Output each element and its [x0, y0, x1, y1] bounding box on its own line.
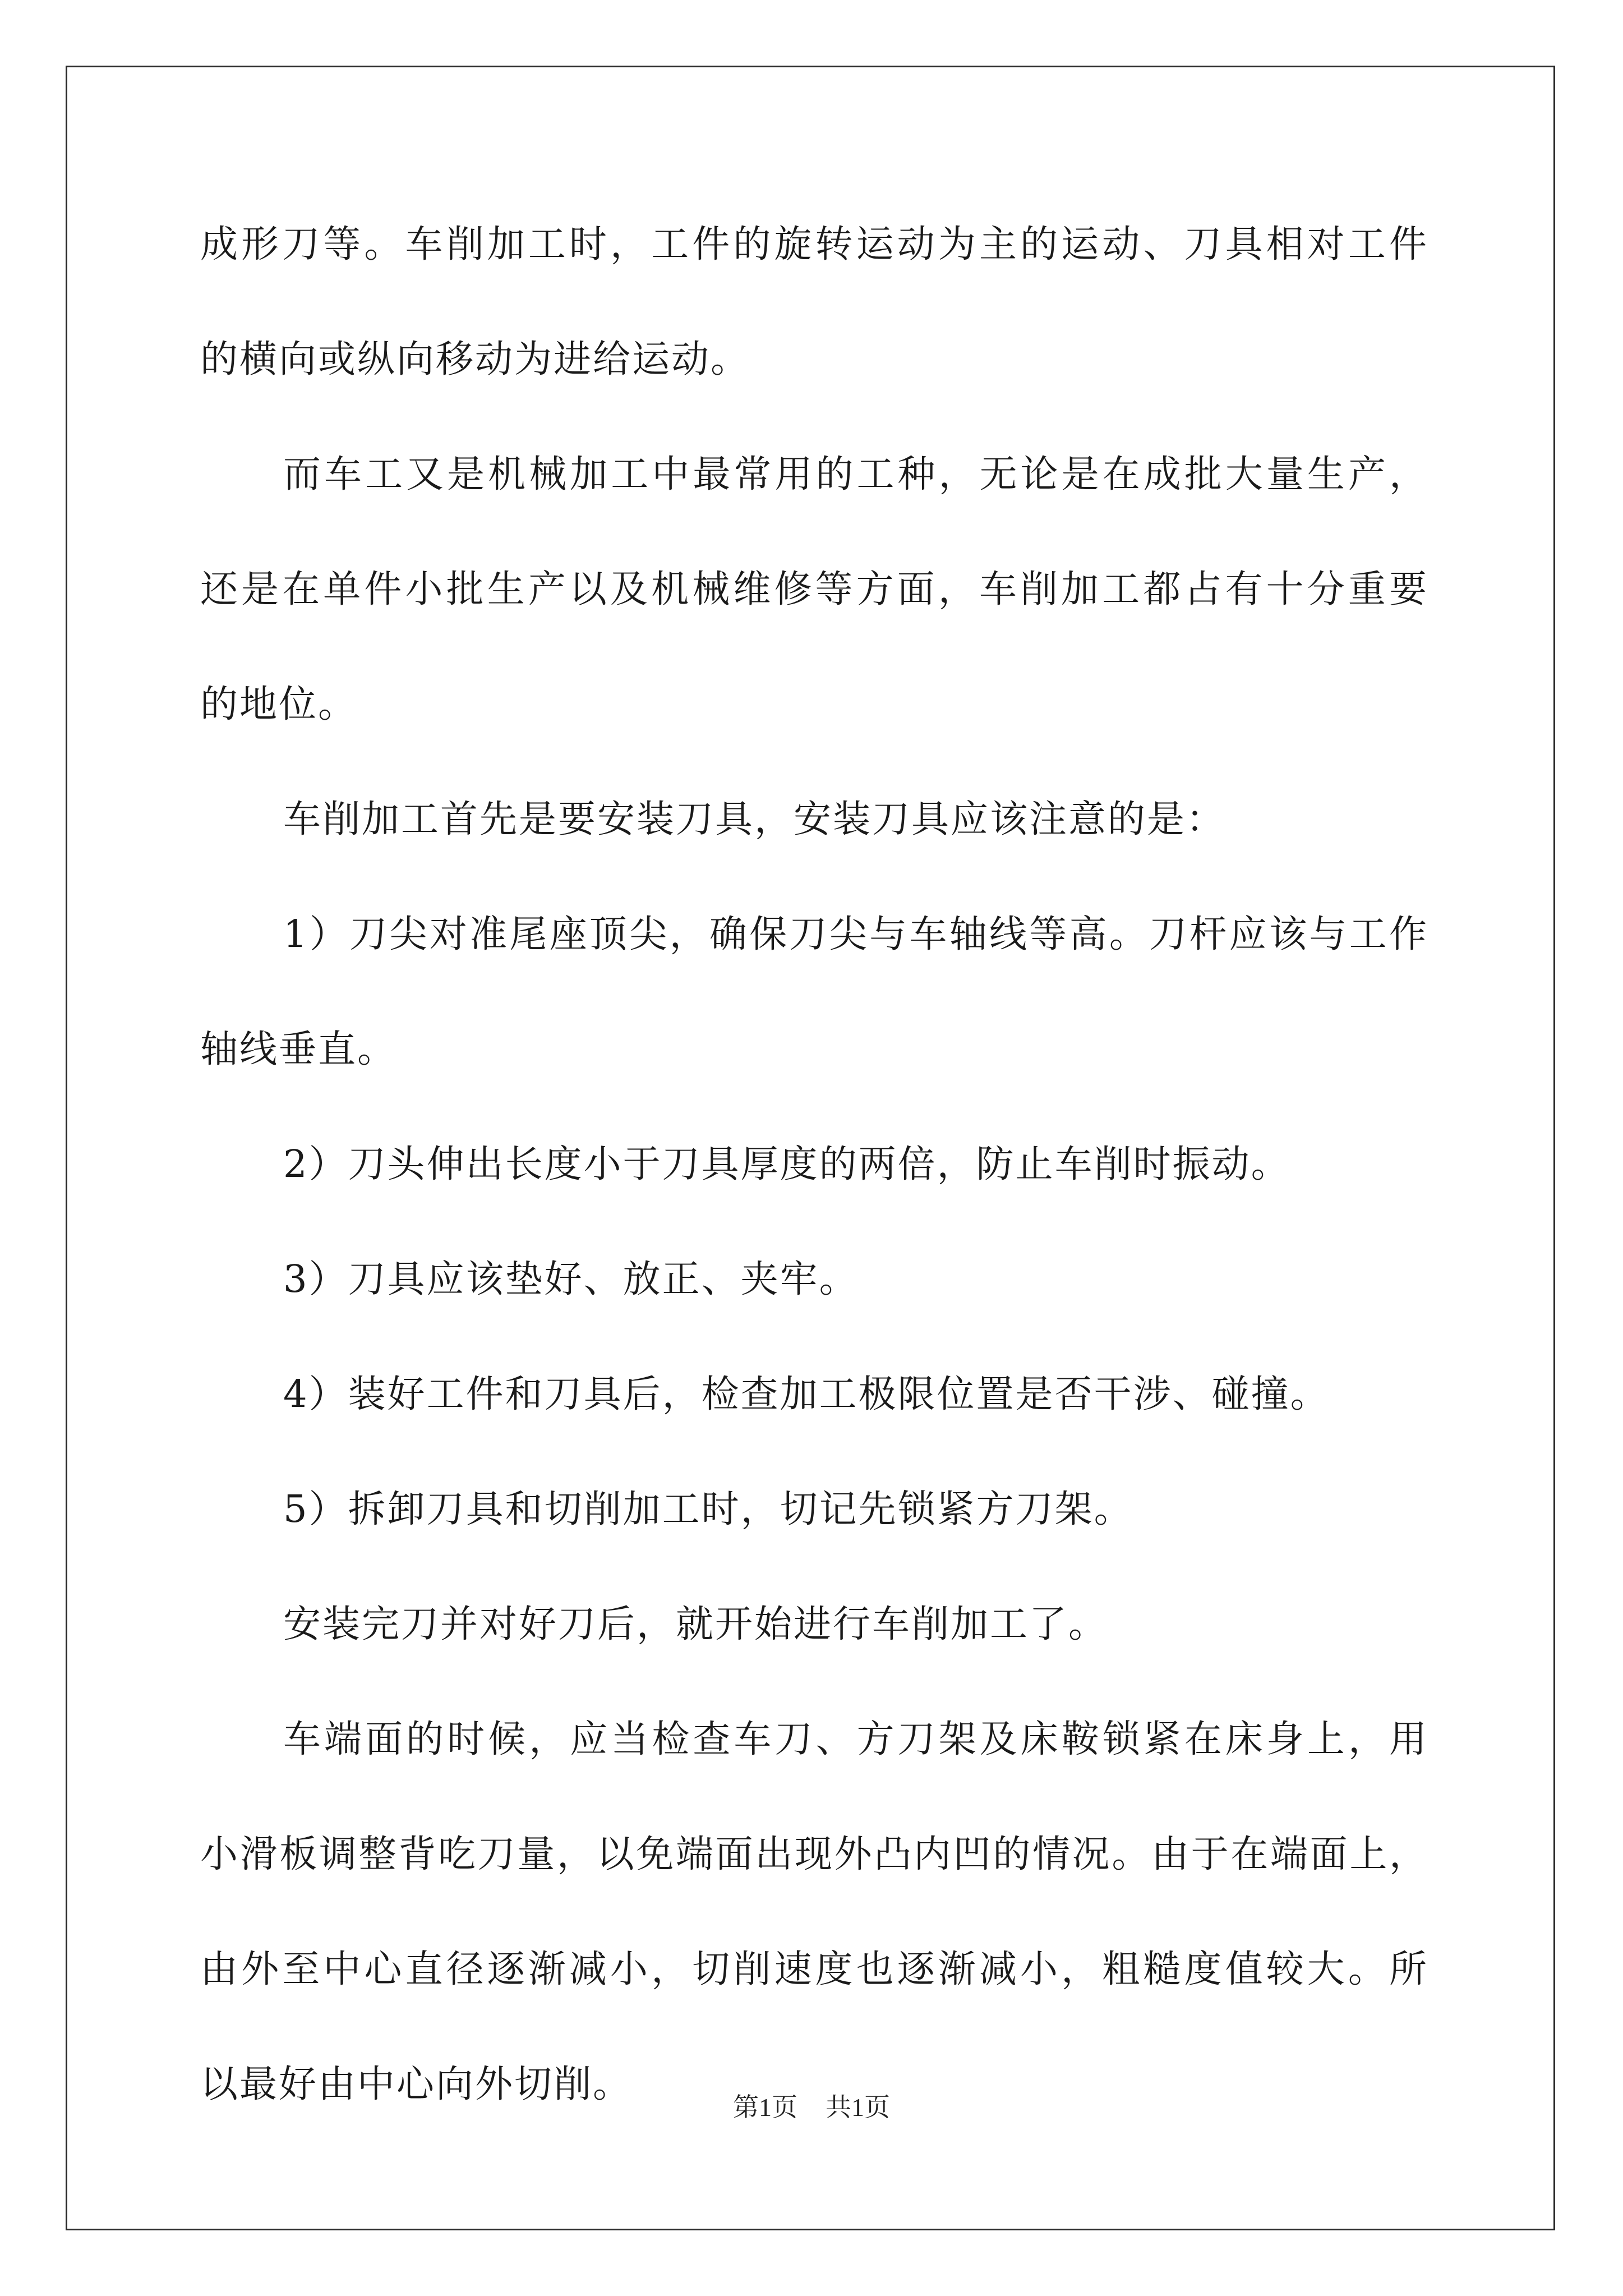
text-line: 的地位。 [200, 682, 357, 726]
page-number: 第1页 [733, 2093, 797, 2122]
text-line: 车端面的时候，应当检查车刀、方刀架及床鞍锁紧在床身上，用 [283, 1717, 1428, 1761]
text-line: 3）刀具应该垫好、放正、夹牢。 [283, 1257, 859, 1301]
text-line: 2）刀头伸出长度小于刀具厚度的两倍，防止车削时振动。 [283, 1142, 1290, 1186]
text-line: 轴线垂直。 [200, 1027, 396, 1071]
text-line: 以最好由中心向外切削。 [200, 2062, 632, 2106]
page-footer [0, 2087, 1623, 2124]
page-total: 共1页 [826, 2093, 890, 2122]
text-line: 成形刀等。车削加工时，工件的旋转运动为主的运动、刀具相对工件 [200, 222, 1428, 266]
text-line: 5）拆卸刀具和切削加工时，切记先锁紧方刀架。 [283, 1487, 1133, 1531]
text-line: 1）刀尖对准尾座顶尖，确保刀尖与车轴线等高。刀杆应该与工作 [283, 912, 1428, 956]
text-line: 车削加工首先是要安装刀具，安装刀具应该注意的是： [283, 797, 1225, 841]
text-line: 而车工又是机械加工中最常用的工种，无论是在成批大量生产， [283, 452, 1428, 496]
text-line: 还是在单件小批生产以及机械维修等方面，车削加工都占有十分重要 [200, 567, 1428, 611]
text-line: 4）装好工件和刀具后，检查加工极限位置是否干涉、碰撞。 [283, 1372, 1330, 1416]
text-line: 由外至中心直径逐渐减小，切削速度也逐渐减小，粗糙度值较大。所 [200, 1947, 1428, 1991]
text-line: 的横向或纵向移动为进给运动。 [200, 337, 750, 381]
text-line: 安装完刀并对好刀后，就开始进行车削加工了。 [283, 1602, 1108, 1646]
text-line: 小滑板调整背吃刀量，以免端面出现外凸内凹的情况。由于在端面上， [200, 1832, 1428, 1876]
